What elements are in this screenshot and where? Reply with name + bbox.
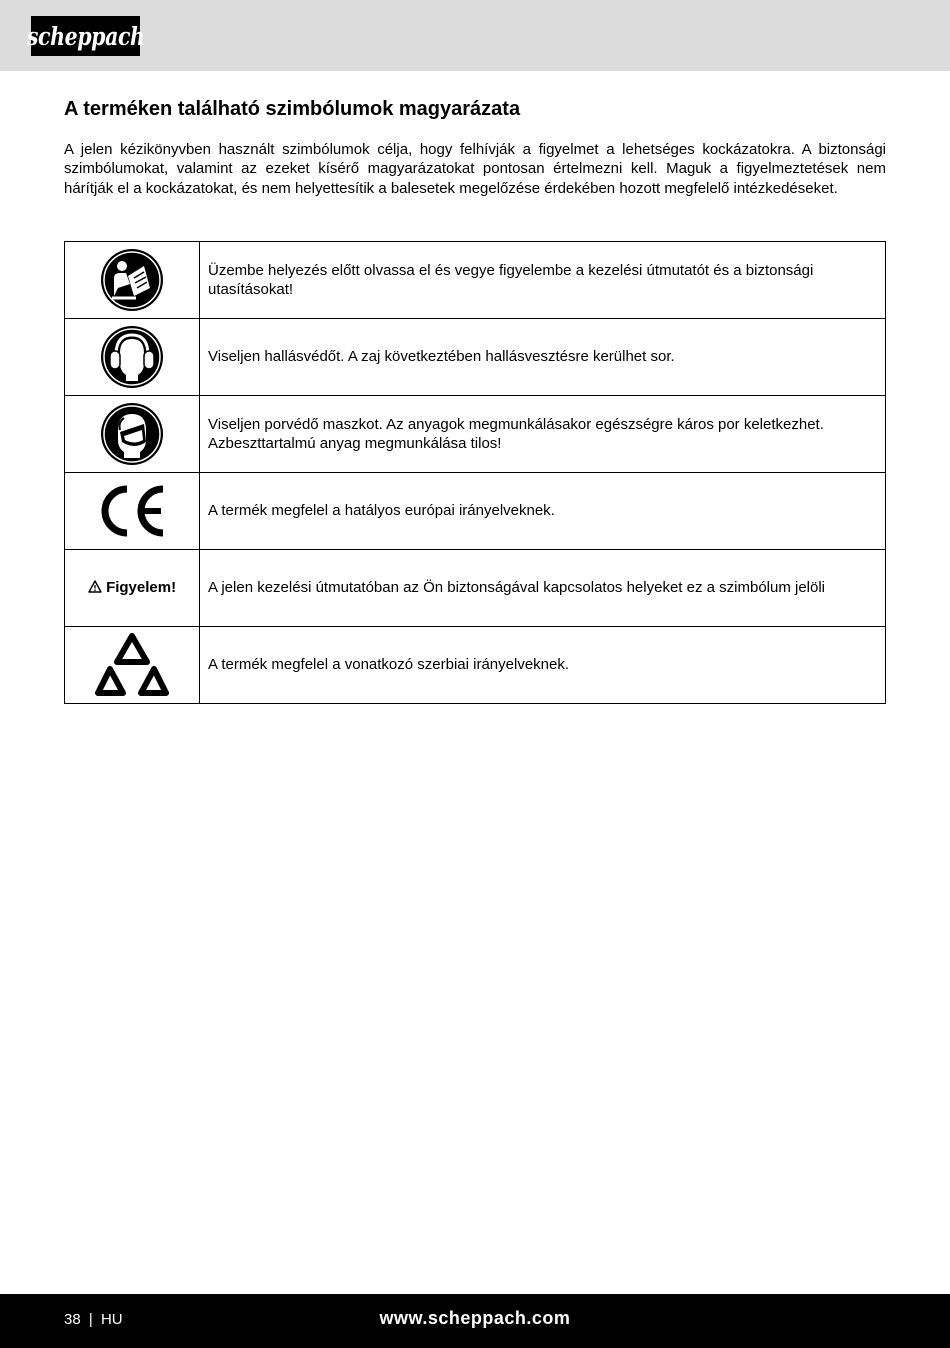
- intro-paragraph: A jelen kézikönyvben használt szimbólumok célja, hogy felhívják a figyelmet a lehetséges kockázatokra. A biztonsági szimbólumokat, valamint az ezeket kísérő magyarázatokat pontosan értelmezni kell. Maguk a figyelmeztetések nem hárítják el a kockázatokat, és nem helyettesítik a balesetek megelőzése érdekében hozott megfelelő intézkedéseket.: [64, 141, 886, 197]
- warning-triangle-icon: [88, 580, 102, 593]
- website-link[interactable]: www.scheppach.com: [379, 1308, 571, 1328]
- symbol-description: A termék megfelel a vonatkozó szerbiai irányelveknek.: [200, 627, 886, 704]
- table-row: [65, 319, 886, 396]
- table-row: [65, 550, 886, 627]
- footer-band: [0, 1294, 950, 1348]
- warning-label: [88, 579, 176, 596]
- symbol-description: Üzembe helyezés előtt olvassa el és vegye figyelembe a kezelési útmutatót és a biztonsági utasításokat!: [200, 242, 886, 319]
- icon-cell: [65, 242, 200, 319]
- icon-cell: [65, 396, 200, 473]
- symbols-table: [64, 241, 886, 704]
- serbian-conformity-icon: [95, 633, 169, 697]
- table-row: [65, 242, 886, 319]
- icon-cell: [65, 627, 200, 704]
- icon-cell: [65, 319, 200, 396]
- header-band: [0, 0, 950, 71]
- symbol-description: Viseljen porvédő maszkot. Az anyagok megmunkálásakor egészségre káros por keletkezhet. Azbeszttartalmú anyag megmunkálása tilos!: [200, 396, 886, 473]
- scheppach-logo: [26, 16, 145, 56]
- page-number-value: 38: [64, 1311, 81, 1328]
- warning-label-text: Figyelem!: [106, 579, 177, 596]
- read-manual-icon: [100, 248, 164, 312]
- table-row: [65, 396, 886, 473]
- symbol-description: A termék megfelel a hatályos európai irányelveknek.: [200, 473, 886, 550]
- page-title: A terméken található szimbólumok magyarázata: [64, 98, 521, 120]
- symbol-description: Viseljen hallásvédőt. A zaj következtében hallásvesztésre kerülhet sor.: [200, 319, 886, 396]
- language-code: HU: [100, 1311, 123, 1328]
- logo-text: scheppach: [26, 21, 145, 51]
- separator: |: [88, 1311, 93, 1328]
- ear-protection-icon: [100, 325, 164, 389]
- dust-mask-icon: [100, 402, 164, 466]
- symbol-description: A jelen kezelési útmutatóban az Ön biztonságával kapcsolatos helyeket ez a szimbólum jelöli: [200, 550, 886, 627]
- icon-cell: [65, 550, 200, 627]
- table-row: [65, 627, 886, 704]
- icon-cell: [65, 473, 200, 550]
- ce-mark-icon: [97, 485, 167, 537]
- table-row: [65, 473, 886, 550]
